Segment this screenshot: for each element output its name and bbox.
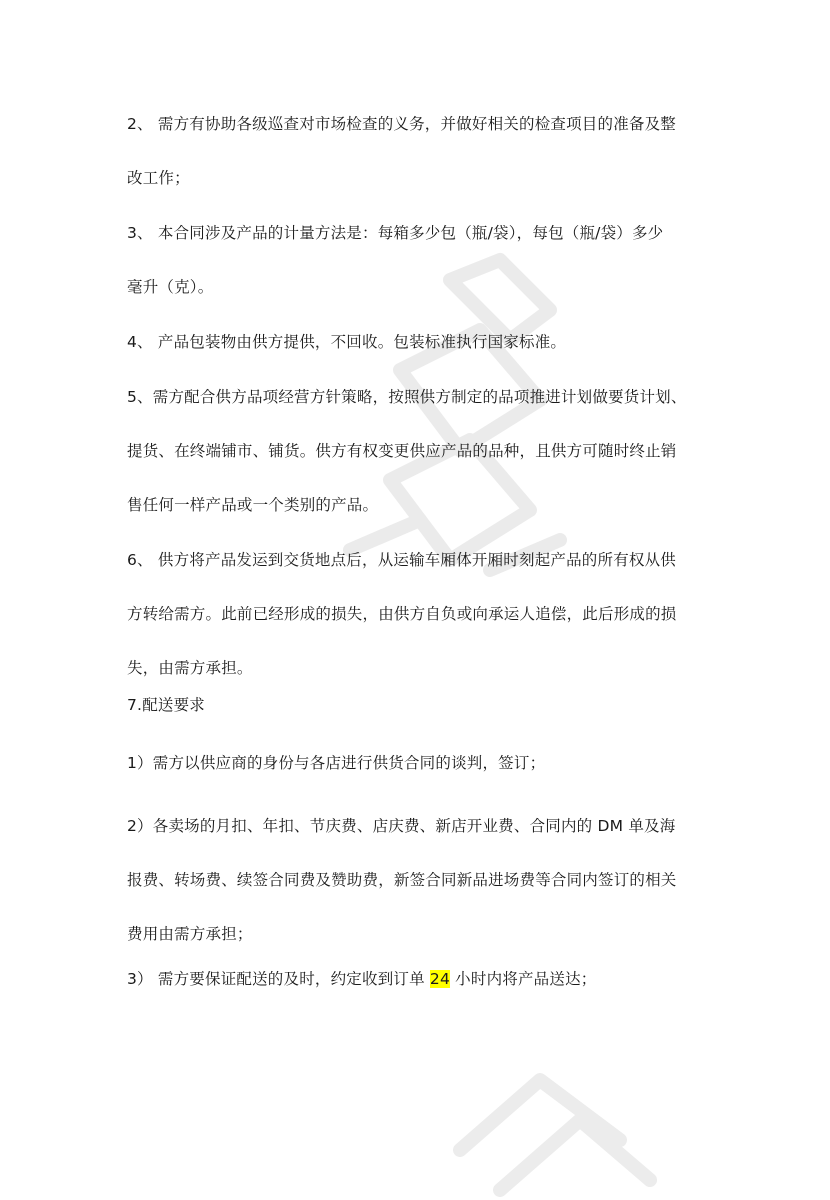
paragraph-line: 5、需方配合供方品项经营方针策略，按照供方制定的品项推进计划做要货计划、 (127, 388, 687, 406)
paragraph-line: 2、 需方有协助各级巡查对市场检查的义务，并做好相关的检查项目的准备及整 (127, 115, 676, 133)
paragraph-line: 售任何一样产品或一个类别的产品。 (127, 496, 379, 514)
paragraph-line: 1）需方以供应商的身份与各店进行供货合同的谈判，签订； (127, 754, 546, 772)
list-item-7-3 (127, 960, 717, 998)
text-before-highlight: 3） 需方要保证配送的及时，约定收到订单 (127, 970, 430, 988)
paragraph-line (127, 960, 717, 998)
paragraph-line: 报费、转场费、续签合同费及赞助费，新签合同新品进场费等合同内签订的相关 (127, 871, 677, 889)
list-item-7-2 (127, 807, 717, 953)
paragraph-line: 3、 本合同涉及产品的计量方法是：每箱多少包（瓶/袋），每包（瓶/袋）多少 (127, 224, 664, 242)
paragraph-line: 失，由需方承担。 (127, 659, 253, 677)
paragraph-line: 2）各卖场的月扣、年扣、节庆费、店庆费、新店开业费、合同内的 DM 单及海 (127, 817, 676, 835)
paragraph-line: 费用由需方承担； (127, 925, 253, 943)
list-item-7-1 (127, 744, 717, 782)
paragraph-2 (127, 105, 717, 197)
paragraph-line: 方转给需方。此前已经形成的损失，由供方自负或向承运人追偿，此后形成的损 (127, 605, 677, 623)
paragraph-line: 提货、在终端铺市、铺货。供方有权变更供应产品的品种，且供方可随时终止销 (127, 442, 677, 460)
paragraph-3 (127, 214, 717, 306)
paragraph-5 (127, 378, 717, 524)
paragraph-line: 7.配送要求 (127, 696, 205, 714)
paragraph-line: 毫升（克）。 (127, 278, 214, 296)
watermark-graphic-bottom (420, 1000, 680, 1200)
section-heading-7 (127, 686, 717, 724)
paragraph-line: 4、 产品包装物由供方提供，不回收。包装标准执行国家标准。 (127, 333, 567, 351)
text-after-highlight: 小时内将产品送达； (450, 970, 597, 988)
paragraph-4 (127, 323, 717, 361)
paragraph-6 (127, 541, 717, 687)
paragraph-line: 6、 供方将产品发运到交货地点后，从运输车厢体开厢时刻起产品的所有权从供 (127, 551, 676, 569)
highlighted-hours: 24 (429, 970, 451, 988)
paragraph-line: 改工作； (127, 169, 190, 187)
